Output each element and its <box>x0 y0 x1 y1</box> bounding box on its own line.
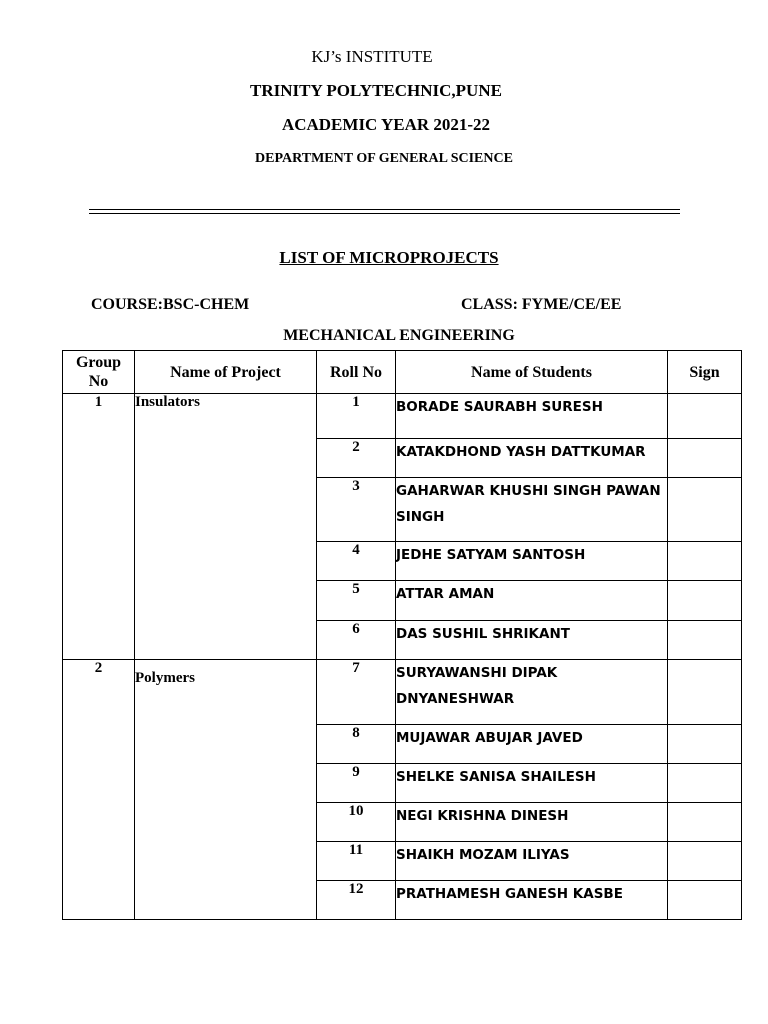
table-row <box>63 394 742 439</box>
roll-number: 1 <box>317 394 396 439</box>
table-row <box>63 660 742 725</box>
roll-number: 11 <box>317 842 396 881</box>
roll-number: 9 <box>317 764 396 803</box>
student-name: KATAKDHOND YASH DATTKUMAR <box>396 439 668 478</box>
student-name: SURYAWANSHI DIPAK DNYANESHWAR <box>396 660 668 725</box>
roll-number: 5 <box>317 581 396 621</box>
roll-number: 2 <box>317 439 396 478</box>
header-project: Name of Project <box>135 351 317 394</box>
sign-cell[interactable] <box>668 660 742 725</box>
header-divider-top <box>89 209 680 210</box>
sign-cell[interactable] <box>668 621 742 660</box>
sign-cell[interactable] <box>668 542 742 581</box>
header-group-line2: No <box>88 373 109 390</box>
header-sign: Sign <box>668 351 742 394</box>
branch-label: MECHANICAL ENGINEERING <box>283 327 515 344</box>
group-number: 2 <box>63 660 135 920</box>
student-name: ATTAR AMAN <box>396 581 668 621</box>
header-roll-no: Roll No <box>317 351 396 394</box>
student-name: BORADE SAURABH SURESH <box>396 394 668 439</box>
student-name: SHELKE SANISA SHAILESH <box>396 764 668 803</box>
sign-cell[interactable] <box>668 803 742 842</box>
table-header-row <box>63 351 742 394</box>
roll-number: 8 <box>317 725 396 764</box>
sign-cell[interactable] <box>668 394 742 439</box>
sign-cell[interactable] <box>668 725 742 764</box>
course-label: COURSE:BSC-CHEM <box>91 296 250 313</box>
student-name: GAHARWAR KHUSHI SINGH PAWAN SINGH <box>396 478 668 542</box>
student-name: NEGI KRISHNA DINESH <box>396 803 668 842</box>
sign-cell[interactable] <box>668 842 742 881</box>
roll-number: 4 <box>317 542 396 581</box>
class-label: CLASS: FYME/CE/EE <box>461 296 622 313</box>
microprojects-table <box>62 350 742 920</box>
header-group-no <box>63 351 135 394</box>
roll-number: 10 <box>317 803 396 842</box>
project-name: Polymers <box>135 660 317 920</box>
institute-name: KJ’s INSTITUTE <box>311 47 433 66</box>
roll-number: 12 <box>317 881 396 920</box>
roll-number: 3 <box>317 478 396 542</box>
list-title: LIST OF MICROPROJECTS <box>279 248 499 267</box>
student-name: PRATHAMESH GANESH KASBE <box>396 881 668 920</box>
header-divider-bottom <box>89 213 680 214</box>
header-group-line1: Group <box>75 354 122 371</box>
student-name: JEDHE SATYAM SANTOSH <box>396 542 668 581</box>
sign-cell[interactable] <box>668 478 742 542</box>
student-name: SHAIKH MOZAM ILIYAS <box>396 842 668 881</box>
project-name: Insulators <box>135 394 317 660</box>
group-number: 1 <box>63 394 135 660</box>
academic-year: ACADEMIC YEAR 2021-22 <box>281 115 491 134</box>
sign-cell[interactable] <box>668 581 742 621</box>
student-name: MUJAWAR ABUJAR JAVED <box>396 725 668 764</box>
sign-cell[interactable] <box>668 764 742 803</box>
sign-cell[interactable] <box>668 881 742 920</box>
roll-number: 7 <box>317 660 396 725</box>
header-students: Name of Students <box>396 351 668 394</box>
sign-cell[interactable] <box>668 439 742 478</box>
college-name: TRINITY POLYTECHNIC,PUNE <box>250 81 502 100</box>
roll-number: 6 <box>317 621 396 660</box>
student-name: DAS SUSHIL SHRIKANT <box>396 621 668 660</box>
department-name: DEPARTMENT OF GENERAL SCIENCE <box>255 151 513 166</box>
